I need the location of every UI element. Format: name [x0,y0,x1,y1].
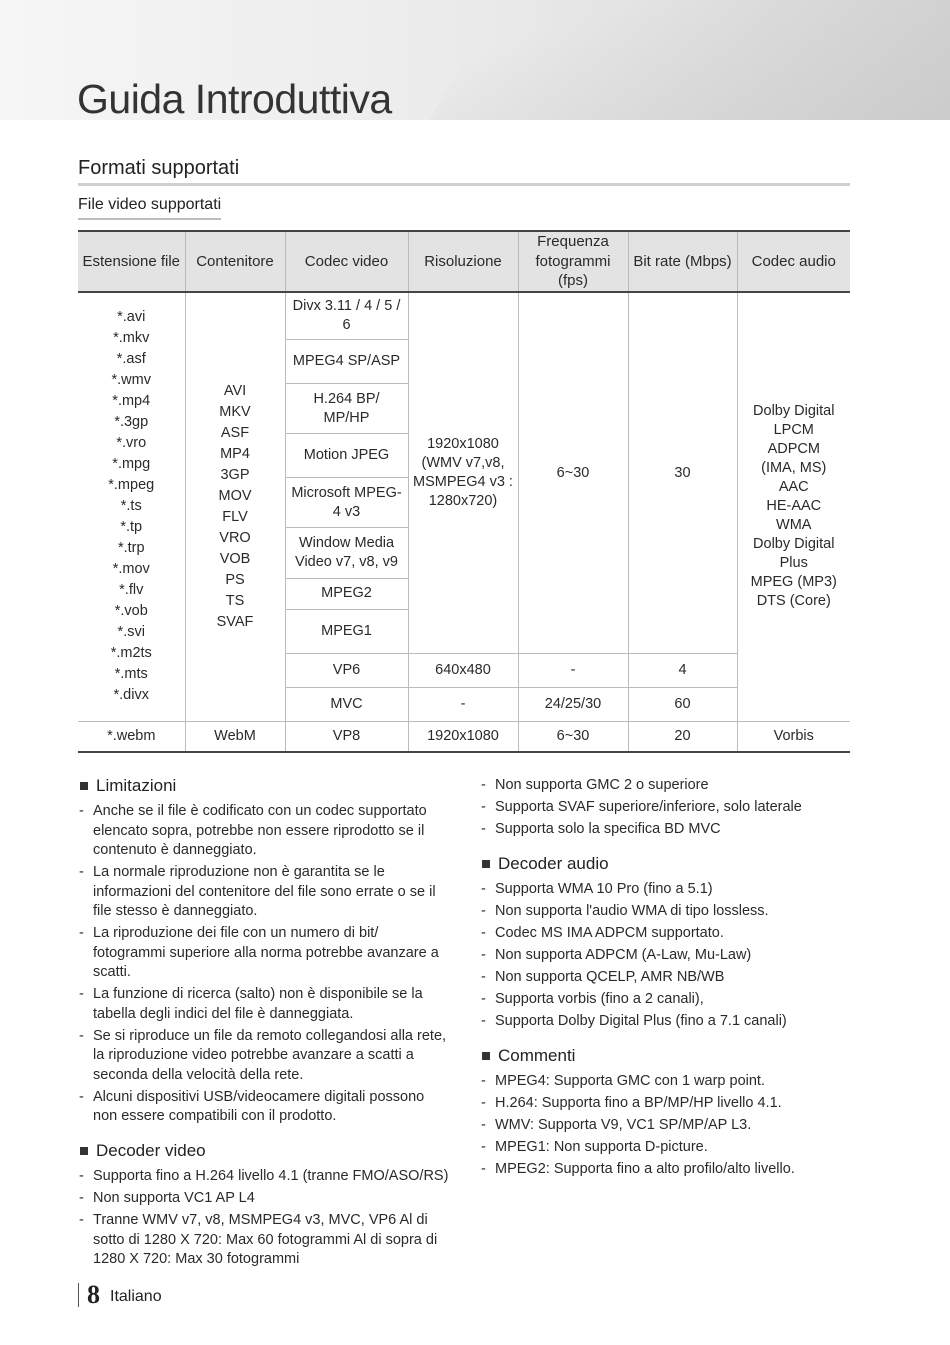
list-item: - Supporta vorbis (fino a 2 canali), [480,990,850,1010]
list-item: - MPEG4: Supporta GMC con 1 warp point. [480,1072,850,1092]
list-item: - La funzione di ricerca (salto) non è disponibile se la tabella degli indici del file è danneggiata. [78,985,450,1024]
list-item: - La riproduzione dei file con un numero di bit/ fotogrammi superiore alla norma potrebbe avanzare a scatti. [78,924,450,983]
container-item: 3GP [220,466,250,483]
vp6-framerate: - [518,654,628,687]
audio-codec-item: LPCM [773,422,814,439]
audio-codec-item: MPEG (MP3) [750,574,837,591]
extension-item: *.trp [117,540,145,557]
codec-cell: MPEG4 SP/ASP [285,340,408,383]
audio-codecs-cell [737,292,850,722]
header-extension: Estensione file [78,231,185,292]
extension-item: *.mts [114,666,148,683]
video-decoder-title: Decoder video [96,1141,206,1160]
container-item: TS [225,592,245,609]
list-item: - Supporta SVAF superiore/inferiore, solo laterale [480,798,850,818]
extension-item: *.m2ts [110,645,152,662]
list-item: - Supporta fino a H.264 livello 4.1 (tranne FMO/ASO/RS) [78,1167,450,1187]
extensions-cell [78,292,185,722]
audio-codec-item: (IMA, MS) [761,460,827,477]
audio-codec-item: HE-AAC [766,498,822,515]
mvc-resolution: - [408,687,518,721]
limitations-title: Limitazioni [96,776,177,795]
extension-item: *.flv [119,582,144,599]
header-bitrate: Bit rate (Mbps) [628,231,737,292]
container-item: VRO [219,529,251,546]
webm-codec: VP8 [285,722,408,752]
bullet-square-icon [80,782,88,790]
extension-item: *.asf [116,351,146,368]
extension-item: *.mov [112,561,150,578]
table-header-row [78,231,850,292]
main-framerate-cell: 6~30 [518,292,628,654]
webm-container: WebM [185,722,285,752]
audio-codec-item: Dolby Digital [753,403,835,420]
list-item: - Codec MS IMA ADPCM supportato. [480,924,850,944]
container-item: VOB [219,550,251,567]
extension-item: *.ts [120,498,142,515]
extension-item: *.mpg [112,456,151,473]
container-item: SVAF [216,613,254,630]
list-item: - Supporta Dolby Digital Plus (fino a 7.1 canali) [480,1012,850,1032]
vp6-bitrate: 4 [628,654,737,687]
webm-bitrate: 20 [628,722,737,752]
video-decoder-list-continued [480,776,850,840]
header-container: Contenitore [185,231,285,292]
page-footer [78,1280,162,1309]
video-decoder-list [78,1167,450,1270]
comments-list [480,1072,850,1180]
list-item: - H.264: Supporta fino a BP/MP/HP livello 4.1. [480,1094,850,1114]
audio-codec-item: WMA [776,517,812,534]
list-item: - Non supporta l'audio WMA di tipo lossless. [480,902,850,922]
banner-decoration [395,0,950,120]
list-item: - Non supporta VC1 AP L4 [78,1189,450,1209]
list-item: - Non supporta ADPCM (A-Law, Mu-Law) [480,946,850,966]
list-item: - Supporta solo la specifica BD MVC [480,820,850,840]
list-item: - WMV: Supporta V9, VC1 SP/MP/AP L3. [480,1116,850,1136]
sub-title: File video supportati [78,196,221,220]
main-bitrate-cell: 30 [628,292,737,654]
main-resolution-cell: 1920x1080 (WMV v7,v8, MSMPEG4 v3 : 1280x720) [408,292,518,654]
bullet-square-icon [482,1052,490,1060]
extension-item: *.mkv [113,330,150,347]
vp6-resolution: 640x480 [408,654,518,687]
header-audio-codec: Codec audio [737,231,850,292]
list-item: - MPEG1: Non supporta D-picture. [480,1138,850,1158]
header-banner [0,0,950,120]
audio-codec-item: AAC [778,479,809,496]
codec-cell: Divx 3.11 / 4 / 5 / 6 [285,292,408,340]
audio-decoder-list [480,880,850,1032]
header-video-codec: Codec video [285,231,408,292]
section-title: Formati supportati [78,157,240,179]
bullet-square-icon [80,1147,88,1155]
notes-right-column [480,776,850,1182]
limitations-list [78,802,450,1127]
mvc-codec: MVC [285,687,408,721]
bullet-square-icon [482,860,490,868]
footer-divider [78,1283,79,1307]
notes-left-column [78,776,450,1272]
limitations-heading [78,776,450,796]
webm-framerate: 6~30 [518,722,628,752]
list-item: - La normale riproduzione non è garantita se le informazioni del contenitore del file sono errate o se il file stesso è danneggiato. [78,863,450,922]
extension-item: *.svi [117,624,145,641]
list-item: - Anche se il file è codificato con un codec supportato elencato sopra, potrebbe non essere riprodotto se il contenuto è danneggiato. [78,802,450,861]
extension-item: *.divx [113,687,149,704]
container-item: MKV [219,403,251,420]
page-language: Italiano [110,1288,162,1305]
extension-item: *.wmv [111,372,151,389]
audio-codec-item: DTS (Core) [756,593,831,610]
table-row [78,292,850,340]
codec-cell: MPEG1 [285,610,408,654]
container-item: MOV [218,487,252,504]
list-item: - Se si riproduce un file da remoto collegandosi alla rete, la riproduzione video potrebbe avanzare a scatti a seconda della velocità della rete. [78,1027,450,1086]
audio-codec-item: ADPCM [767,441,820,458]
extension-item: *.mp4 [112,393,151,410]
webm-audio: Vorbis [737,722,850,752]
page-number: 8 [87,1280,100,1309]
header-framerate: Frequenza fotogrammi (fps) [518,231,628,292]
extension-item: *.3gp [114,414,149,431]
extension-item: *.vob [114,603,148,620]
codec-cell: MPEG2 [285,578,408,609]
container-item: PS [225,571,245,588]
extension-item: *.avi [117,309,146,326]
audio-codec-item: Dolby Digital [753,536,835,553]
container-item: AVI [223,382,247,399]
container-item: ASF [220,424,250,441]
codec-cell: Microsoft MPEG-4 v3 [285,477,408,527]
vp6-codec: VP6 [285,654,408,687]
container-item: FLV [222,508,248,525]
codec-cell: Window Media Video v7, v8, v9 [285,528,408,578]
list-item: - Non supporta QCELP, AMR NB/WB [480,968,850,988]
list-item: - Alcuni dispositivi USB/videocamere digitali possono non essere compatibili con il prodotto. [78,1088,450,1127]
comments-heading [480,1046,850,1066]
audio-decoder-heading [480,854,850,874]
header-resolution: Risoluzione [408,231,518,292]
list-item: - Non supporta GMC 2 o superiore [480,776,850,796]
table-row [78,722,850,752]
video-formats-table [78,230,850,753]
audio-codec-item: Plus [779,555,808,572]
mvc-framerate: 24/25/30 [518,687,628,721]
video-decoder-heading [78,1141,450,1161]
extension-item: *.vro [116,435,147,452]
comments-title: Commenti [498,1046,576,1065]
codec-cell: H.264 BP/ MP/HP [285,383,408,433]
list-item: - Tranne WMV v7, v8, MSMPEG4 v3, MVC, VP6 Al di sotto di 1280 X 720: Max 60 fotogrammi Al di sopra di 1280 X 720: Max 30 fotogrammi [78,1211,450,1270]
extension-item: *.mpeg [108,477,155,494]
extension-item: *.tp [120,519,143,536]
mvc-bitrate: 60 [628,687,737,721]
webm-extension: *.webm [78,722,185,752]
codec-cell: Motion JPEG [285,434,408,477]
container-item: MP4 [220,445,250,462]
audio-decoder-title: Decoder audio [498,854,609,873]
containers-cell [185,292,285,722]
section-divider [78,183,850,186]
list-item: - Supporta WMA 10 Pro (fino a 5.1) [480,880,850,900]
list-item: - MPEG2: Supporta fino a alto profilo/alto livello. [480,1160,850,1180]
webm-resolution: 1920x1080 [408,722,518,752]
guide-title: Guida Introduttiva [77,76,392,120]
